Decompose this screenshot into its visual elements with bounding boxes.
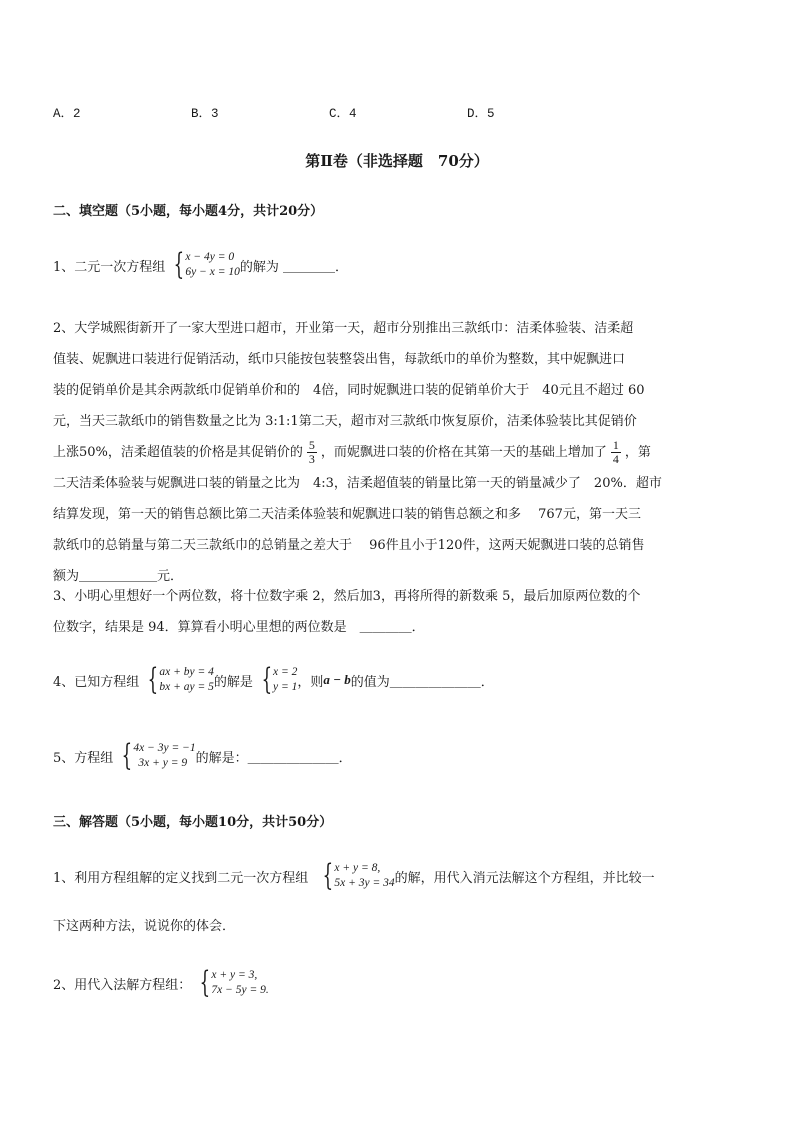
brace-icon: {: [173, 247, 185, 282]
fraction-one-quarter: [611, 439, 621, 466]
s3-question-1: [53, 858, 655, 893]
s2-question-1: [53, 247, 348, 282]
s2-q1-suffix: 的解为 ＿＿＿＿．: [239, 259, 348, 275]
equation: x + y = 8,: [334, 862, 381, 874]
equation: 3x + y = 9: [138, 757, 188, 769]
s2-question-4: [53, 662, 494, 697]
s2-q4-expression: a − b: [323, 672, 351, 687]
equation: x + y = 3,: [211, 969, 258, 981]
s2-q5-prefix: 5、方程组: [53, 750, 114, 766]
brace-icon: {: [199, 965, 211, 1000]
s2-question-5: [53, 738, 352, 773]
equation: bx + ay = 5: [159, 681, 214, 693]
fraction-five-thirds: [307, 439, 317, 466]
s3-question-2: [53, 965, 269, 1000]
s3-q1-prefix: 1、利用方程组解的定义找到二元一次方程组: [53, 870, 309, 886]
paragraph-line: 值装、妮飘进口装进行促销活动，纸巾只能按包装整袋出售，每款纸巾的单价为整数，其中妮飘进口: [53, 352, 626, 367]
s2-question-2: [53, 313, 743, 592]
fraction-denominator: 4: [612, 452, 619, 466]
brace-icon: {: [322, 858, 334, 893]
s2-q1-prefix: 1、二元一次方程组: [53, 259, 166, 275]
brace-icon: {: [147, 662, 159, 697]
equation: 4x − 3y = −1: [133, 742, 196, 754]
s3-q1-system: [334, 861, 394, 891]
s3-q1-line2: 下这两种方法，说说你的体会．: [53, 919, 236, 934]
section2-heading: 二、填空题（5小题，每小题4分，共计20分）: [53, 204, 324, 219]
text-run: ，第: [624, 445, 651, 460]
part-title: 第Ⅱ卷（非选择题 70分）: [305, 152, 489, 170]
s2-q4-mid: 的解是: [213, 674, 253, 690]
s3-q2-system: [211, 968, 268, 998]
s2-q4-text: ，则: [297, 674, 324, 690]
paragraph-line: 2、大学城熙街新开了一家大型进口超市，开业第一天，超市分别推出三款纸巾：洁柔体验装、洁柔超: [53, 321, 634, 336]
paragraph-line: [53, 437, 743, 468]
paragraph-line: 款纸巾的总销量与第二天三款纸巾的总销量之差大于 96件且小于120件，这两天妮飘进口装的总销售: [53, 538, 645, 553]
text-run: ，而妮飘进口装的价格在其第一天的基础上增加了: [320, 445, 607, 460]
brace-icon: {: [121, 738, 133, 773]
s2-q5-suffix: 的解是：＿＿＿＿＿＿＿．: [195, 750, 352, 766]
option-b: B．3: [191, 107, 219, 121]
section3-heading: 三、解答题（5小题，每小题10分，共计50分）: [53, 815, 333, 830]
paragraph-line: 3、小明心里想好一个两位数，将十位数字乘 2，然后加3，再将所得的新数乘 5，最后加原两位数的个: [53, 589, 641, 604]
s2-q4-suffix: 的值为＿＿＿＿＿＿＿．: [350, 674, 494, 690]
text-run: 上涨50%，洁柔超值装的价格是其促销价的: [53, 445, 303, 460]
s3-q2-prefix: 2、用代入法解方程组：: [53, 977, 192, 993]
paragraph-line: 额为＿＿＿＿＿＿元．: [53, 569, 184, 584]
brace-icon: {: [261, 662, 272, 697]
paragraph-line: 位数字，结果是 94．算算看小明心里想的两位数是 ＿＿＿＿．: [53, 620, 425, 635]
equation: 6y − x = 10: [185, 266, 240, 278]
equation: y = 1: [272, 681, 298, 693]
s2-q4-prefix: 4、已知方程组: [53, 674, 140, 690]
s2-q5-system: [133, 741, 195, 771]
s2-q4-system: [159, 665, 213, 695]
equation: x − 4y = 0: [185, 251, 235, 263]
option-a: A．2: [53, 107, 81, 121]
paragraph-line: 二天洁柔体验装与妮飘进口装的销量之比为 4:3，洁柔超值装的销量比第一天的销量减少了 20%．超市: [53, 476, 662, 491]
equation: ax + by = 4: [159, 666, 214, 678]
paragraph-line: 元，当天三款纸巾的销售数量之比为 3:1:1第二天，超市对三款纸巾恢复原价，洁柔体验装比其促销价: [53, 414, 637, 429]
fraction-numerator: 5: [308, 438, 315, 452]
paragraph-line: 结算发现，第一天的销售总额比第二天洁柔体验装和妮飘进口装的销售总额之和多 767元，第一天三: [53, 507, 641, 522]
fraction-numerator: 1: [612, 438, 619, 452]
equation: 5x + 3y = 34: [334, 877, 395, 889]
s2-q4-solution: [273, 665, 297, 695]
s2-q1-system: [185, 250, 239, 280]
s3-q1-suffix: 的解，用代入消元法解这个方程组，并比较一: [394, 870, 655, 886]
equation: 7x − 5y = 9.: [211, 984, 269, 996]
option-c: C．4: [329, 107, 357, 121]
fraction-denominator: 3: [308, 452, 315, 466]
option-d: D．5: [467, 107, 495, 121]
paragraph-line: 装的促销单价是其余两款纸巾促销单价和的 4倍，同时妮飘进口装的促销单价大于 40元且不超过 60: [53, 383, 645, 398]
s2-question-3: [53, 581, 743, 643]
equation: x = 2: [272, 666, 298, 678]
